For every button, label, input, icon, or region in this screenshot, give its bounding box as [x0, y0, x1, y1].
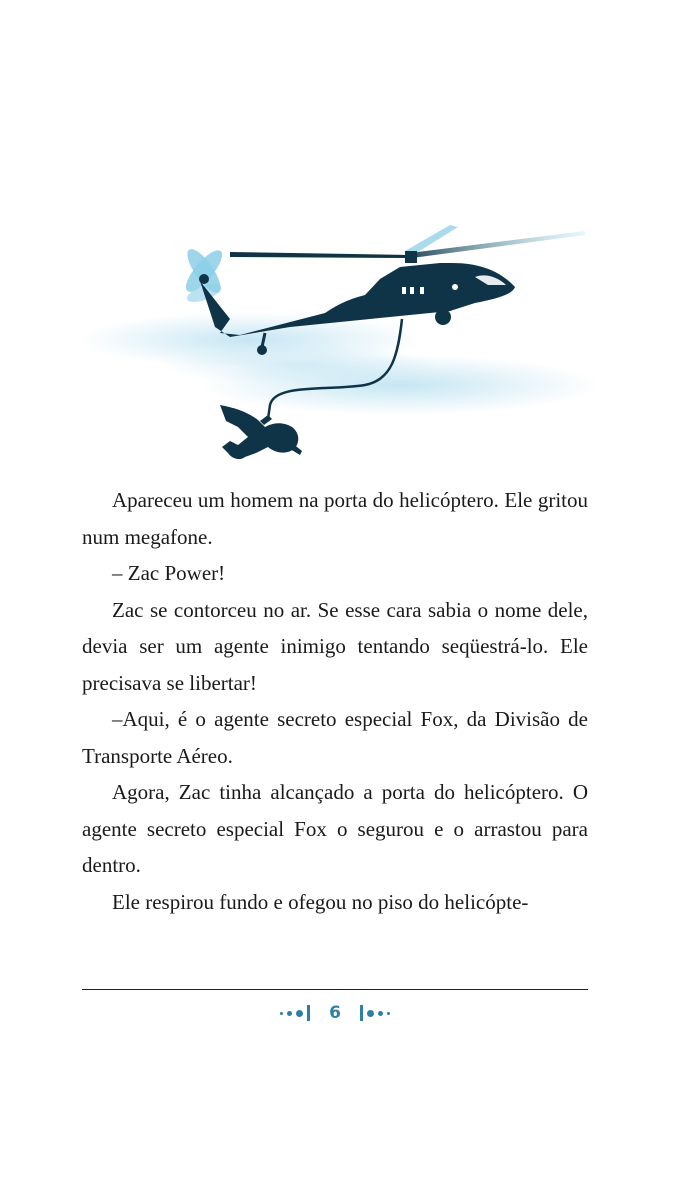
paragraph: Ele respirou fundo e ofegou no piso do helicópte-	[112, 889, 529, 914]
right-ornament-icon	[360, 1005, 390, 1021]
paragraph: Agora, Zac tinha alcançado a porta do helicóptero. O agente secreto especial Fox o segurou e o arrastou para dentro.	[82, 780, 588, 877]
story-text	[82, 482, 588, 920]
page-number: 6	[329, 1003, 341, 1023]
paragraph: –Aqui, é o agente secreto especial Fox, da Divisão de Transporte Aéreo.	[82, 707, 588, 768]
sky-cloud	[80, 312, 600, 415]
helicopter-rescue-illustration	[80, 215, 600, 475]
left-ornament-icon	[280, 1005, 310, 1021]
tail-rotor	[180, 245, 227, 306]
paragraph: Zac se contorceu no ar. Se esse cara sabia o nome dele, devia ser um agente inimigo tentando seqüestrá-lo. Ele precisava se libertar!	[82, 597, 588, 695]
agent-silhouette	[220, 405, 302, 459]
paragraph: – Zac Power!	[112, 561, 226, 585]
page-footer	[82, 998, 588, 1028]
footer-divider	[82, 989, 588, 990]
paragraph: Apareceu um homem na porta do helicóptero. Ele gritou num megafone.	[82, 488, 588, 549]
main-rotor	[230, 225, 585, 263]
